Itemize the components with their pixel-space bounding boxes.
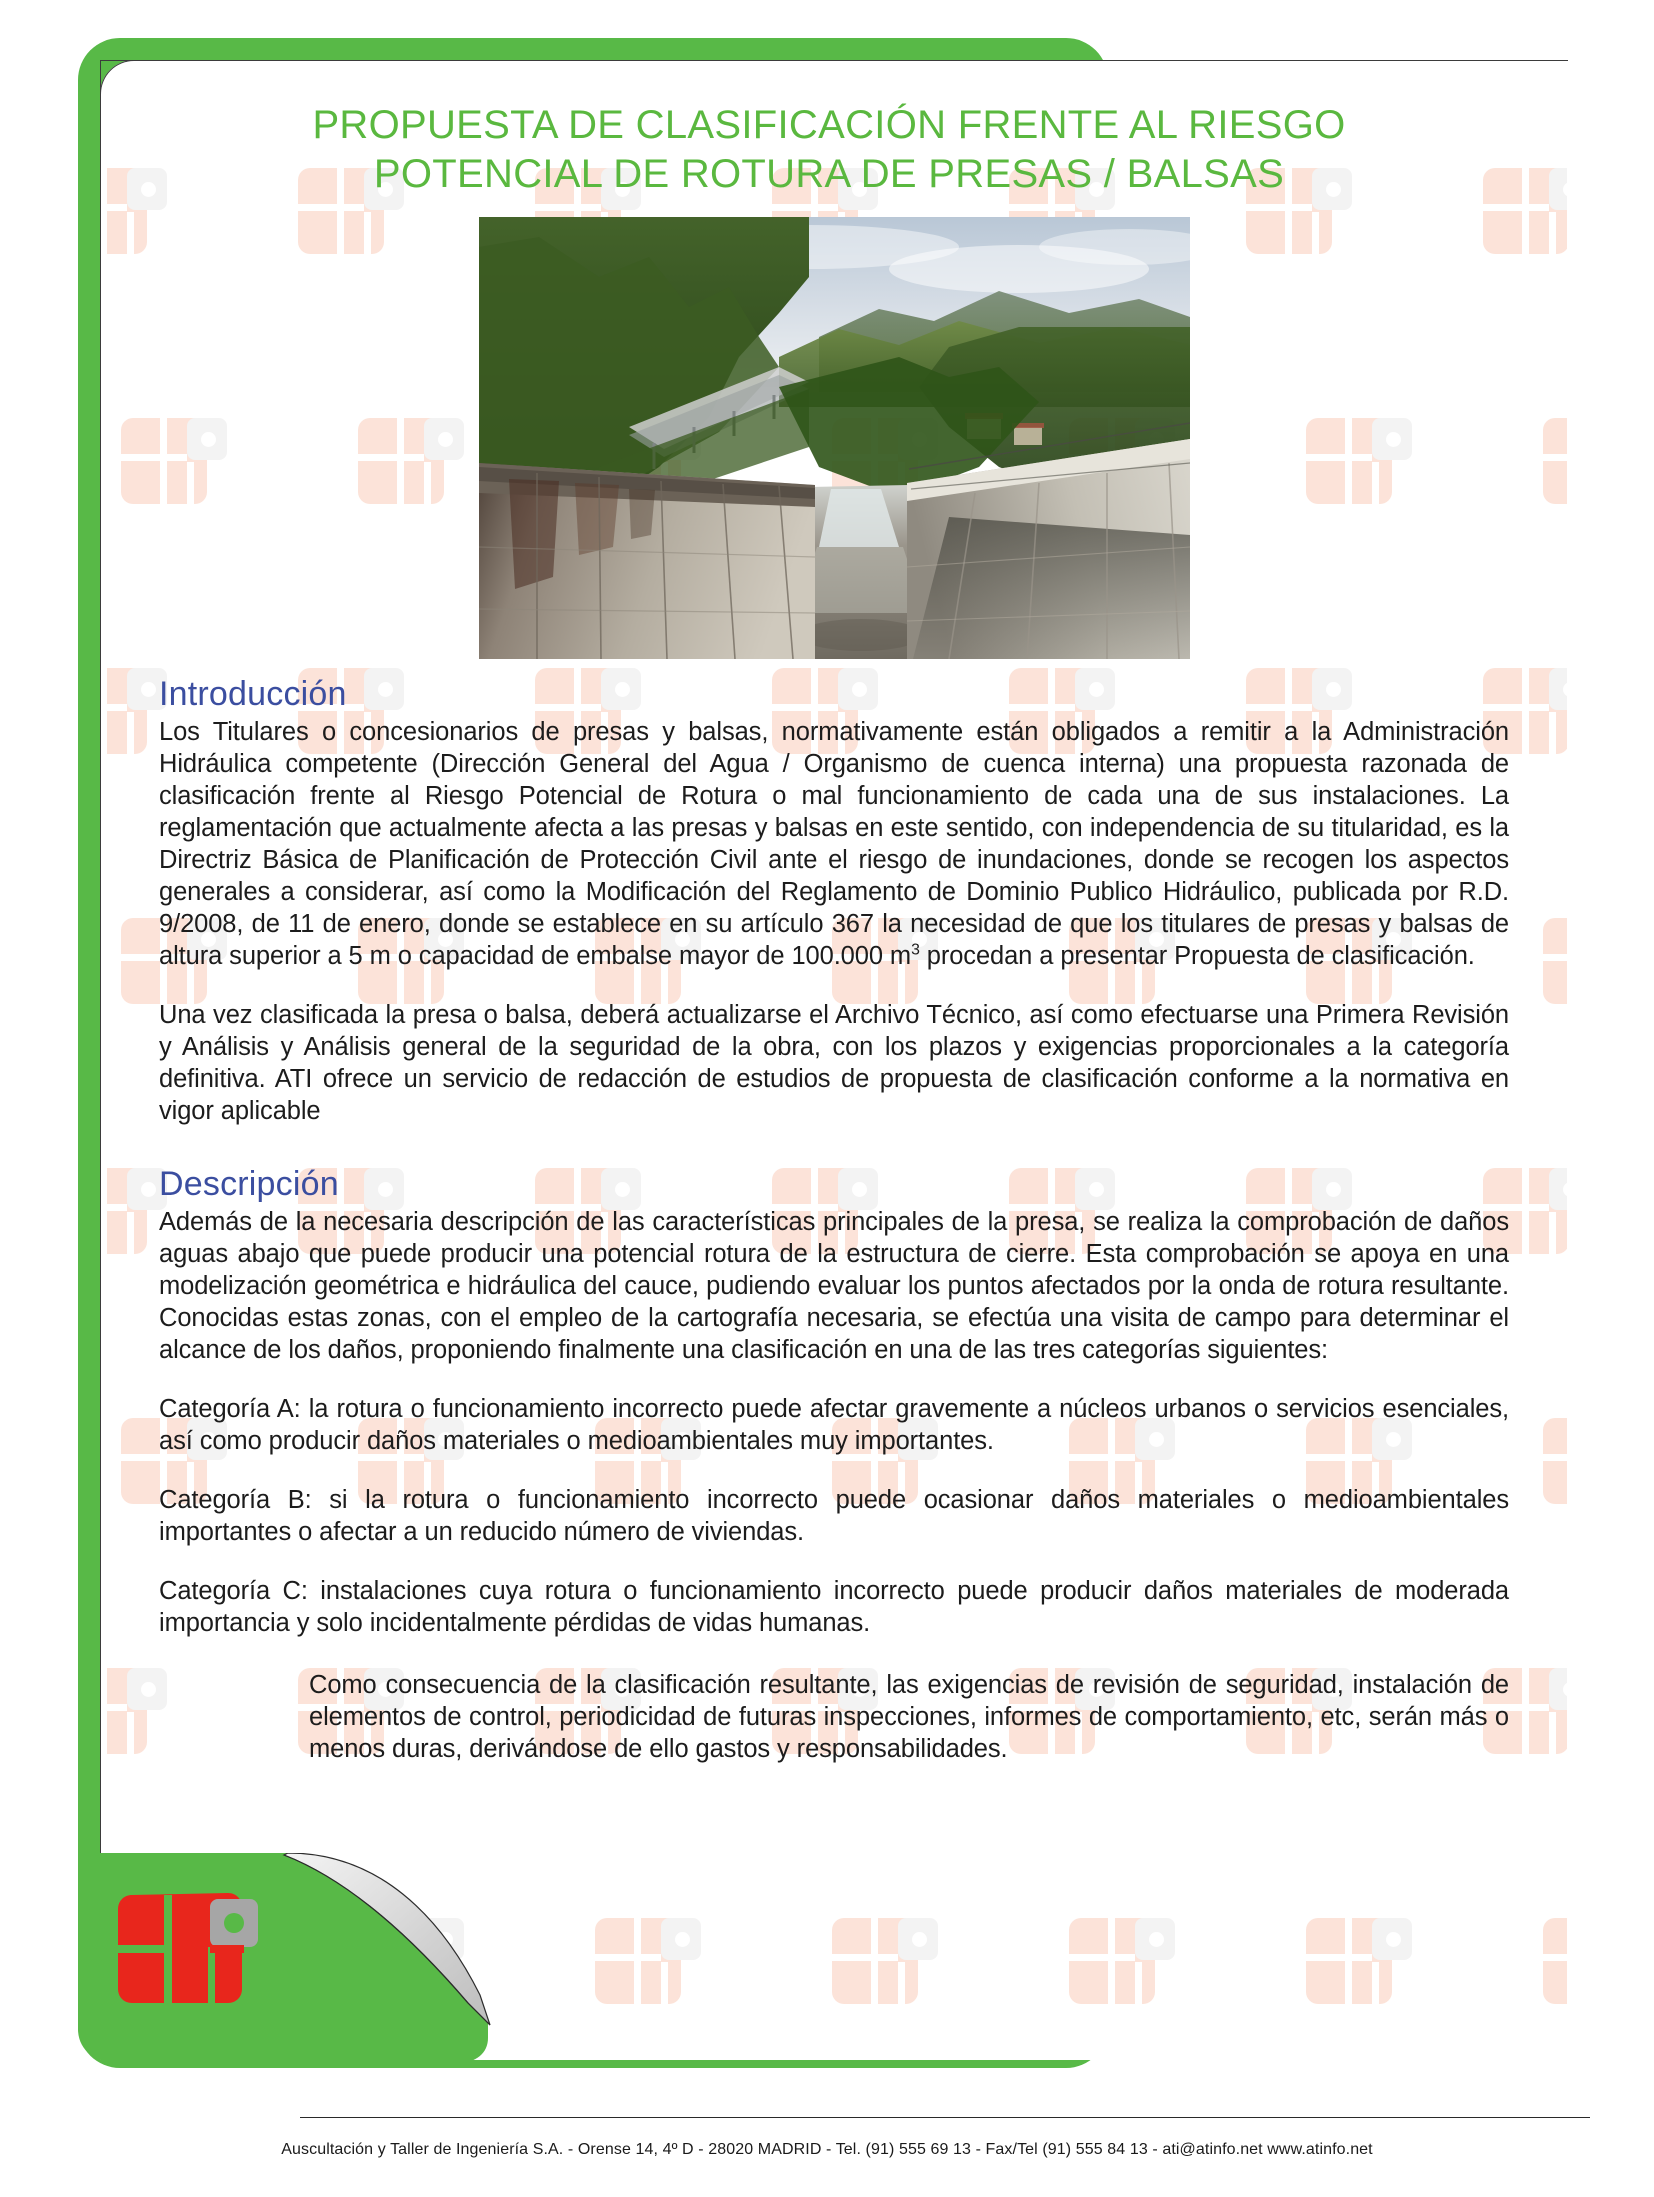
categoria-c-paragraph: Categoría C: instalaciones cuya rotura o funcionamiento incorrecto puede producir daños materiales de moderada importancia y solo incidentalmente pérdidas de vidas humanas. [159,1577,1509,1638]
descripcion-closing-paragraph: Como consecuencia de la clasificación resultante, las exigencias de revisión de seguridad, instalación de elementos de control, periodicidad de futuras inspecciones, informes de comportamiento, etc, serán más o menos duras, derivándose de ello gastos y responsabilidades. [309,1671,1509,1764]
section-heading-introduccion: Introducción [159,675,347,714]
descripcion-paragraph-intro: Además de la necesaria descripción de las características principales de la presa, se realiza la comprobación de daños aguas abajo que puede producir una potencial rotura de la estructura de cierre. Esta comprobación se apoya en una modelización geométrica e hidráulica del cauce, pudiendo evaluar los puntos afectados por la onda de rotura resultante. Conocidas estas zonas, con el empleo de la cartografía necesaria, se efectúa una visita de campo para determinar el alcance de los daños, proponiendo finalmente una clasificación en una de las tres categorías siguientes: [159,1208,1509,1365]
page-title-line1: PROPUESTA DE CLASIFICACIÓN FRENTE AL RIESGO [312,103,1346,147]
ati-logo [118,1893,258,2003]
document-body [101,675,1567,1765]
footer-divider [300,2117,1590,2118]
intro-paragraph-2: Una vez clasificada la presa o balsa, deberá actualizarse el Archivo Técnico, así como efectuarse una Primera Revisión y Análisis y Análisis general de la seguridad de la obra, con los plazos y exigencias proporcionales a la categoría definitiva. ATI ofrece un servicio de redacción de estudios de propuesta de clasificación conforme a la normativa en vigor aplicable [159,1001,1509,1126]
footer-contact-info: Auscultación y Taller de Ingeniería S.A. - Orense 14, 4º D - 28020 MADRID - Tel. (91) 555 69 13 - Fax/Tel (91) 555 84 13 - ati@atinfo.net www.atinfo.net [281,2141,1373,2158]
page-title [101,61,1567,199]
card-top-border [100,60,1568,61]
section-heading-descripcion: Descripción [159,1165,339,1204]
categoria-b-paragraph: Categoría B: si la rotura o funcionamiento incorrecto puede ocasionar daños materiales o medioambientales importantes o afectar a un reducido número de viviendas. [159,1486,1509,1547]
dam-spillway-photo [479,217,1190,659]
corner-fold-decoration [78,1853,548,2068]
page-content [101,61,1567,2018]
intro-paragraph-1: Los Titulares o concesionarios de presas y balsas, normativamente están obligados a remitir a la Administración Hidráulica competente (Dirección General del Agua / Organismo de cuenca interna) una propuesta razonada de clasificación frente al Riesgo Potencial de Rotura o mal funcionamiento de cada una de sus instalaciones. La reglamentación que actualmente afecta a las presas y balsas en este sentido, con independencia de su titularidad, es la Directriz Básica de Planificación de Protección Civil ante el riesgo de inundaciones, donde se recogen los aspectos generales a considerar, así como la Modificación del Reglamento de Dominio Publico Hidráulico, publicada por R.D. 9/2008, de 11 de enero, donde se establece en su artículo 367 la necesidad de que los titulares de presas y balsas de altura superior a 5 m o capacidad de embalse mayor de 100.000 $m^3$ procedan a presentar Propuesta de clasificación. [159,718,1509,971]
categoria-a-paragraph: Categoría A: la rotura o funcionamiento incorrecto puede afectar gravemente a núcleos urbanos o servicios esenciales, así como producir daños materiales o medioambientales muy importantes. [159,1395,1509,1456]
page-title-line2: POTENCIAL DE ROTURA DE PRESAS / BALSAS [373,152,1285,197]
card-left-border [100,60,101,2020]
